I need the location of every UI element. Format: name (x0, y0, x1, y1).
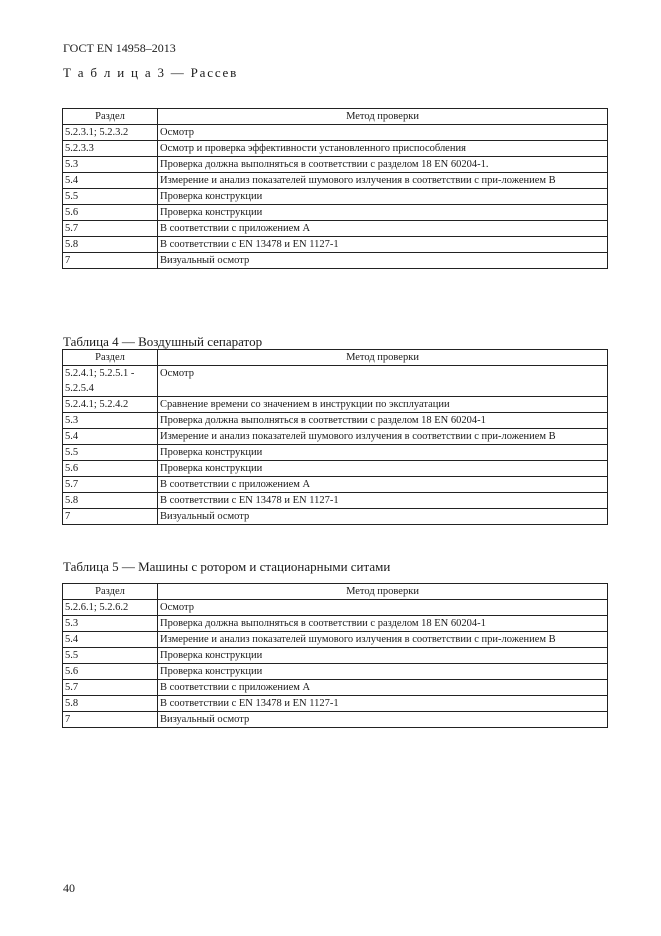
section-cell: 5.4 (63, 429, 158, 445)
method-cell: Визуальный осмотр (158, 509, 608, 525)
method-cell: Проверка конструкции (158, 445, 608, 461)
section-cell: 5.2.3.1; 5.2.3.2 (63, 125, 158, 141)
section-cell: 5.8 (63, 237, 158, 253)
table-row (63, 477, 608, 493)
method-cell: Визуальный осмотр (158, 253, 608, 269)
table-row (63, 157, 608, 173)
section-cell: 5.5 (63, 445, 158, 461)
method-cell: Осмотр и проверка эффективности установленного приспособления (158, 141, 608, 157)
table-row (63, 664, 608, 680)
section-cell: 5.6 (63, 205, 158, 221)
column-header-section: Раздел (63, 350, 158, 366)
table-row (63, 696, 608, 712)
column-header-method: Метод проверки (158, 109, 608, 125)
method-cell: Проверка конструкции (158, 205, 608, 221)
table-row (63, 445, 608, 461)
table-row (63, 205, 608, 221)
page-number: 40 (63, 881, 75, 895)
section-cell: 7 (63, 253, 158, 269)
section-cell: 5.5 (63, 648, 158, 664)
method-cell: Проверка конструкции (158, 461, 608, 477)
section-cell: 5.2.6.1; 5.2.6.2 (63, 600, 158, 616)
table-4 (62, 349, 608, 525)
section-cell: 5.7 (63, 680, 158, 696)
method-cell: В соответствии с приложением А (158, 221, 608, 237)
section-cell: 5.2.3.3 (63, 141, 158, 157)
section-cell: 5.8 (63, 493, 158, 509)
method-cell: Проверка должна выполняться в соответствии с разделом 18 EN 60204-1 (158, 616, 608, 632)
method-cell: Измерение и анализ показателей шумового излучения в соответствии с при-ложением В (158, 429, 608, 445)
table-row (63, 461, 608, 477)
table-row (63, 237, 608, 253)
table-row (63, 429, 608, 445)
section-cell: 5.2.4.1; 5.2.4.2 (63, 397, 158, 413)
method-cell: Проверка должна выполняться в соответствии с разделом 18 EN 60204-1. (158, 157, 608, 173)
section-cell: 5.6 (63, 461, 158, 477)
table-row (63, 616, 608, 632)
table-3-caption: Т а б л и ц а 3 — Рассев (63, 65, 239, 80)
table-3 (62, 108, 608, 269)
section-cell: 5.4 (63, 632, 158, 648)
section-cell: 5.3 (63, 413, 158, 429)
method-cell: В соответствии с приложением А (158, 477, 608, 493)
method-cell: Визуальный осмотр (158, 712, 608, 728)
method-cell: Измерение и анализ показателей шумового излучения в соответствии с при-ложением В (158, 632, 608, 648)
table-row (63, 493, 608, 509)
section-cell: 5.5 (63, 189, 158, 205)
table-row (63, 189, 608, 205)
method-cell: Осмотр (158, 366, 608, 397)
method-cell: В соответствии с EN 13478 и EN 1127-1 (158, 696, 608, 712)
method-cell: Осмотр (158, 125, 608, 141)
table-row (63, 397, 608, 413)
method-cell: В соответствии с приложением А (158, 680, 608, 696)
table-row (63, 141, 608, 157)
table-header-row (63, 109, 608, 125)
table-row (63, 632, 608, 648)
table-row (63, 173, 608, 189)
method-cell: В соответствии с EN 13478 и EN 1127-1 (158, 237, 608, 253)
table-5-caption: Таблица 5 — Машины с ротором и стационарными ситами (63, 559, 391, 574)
method-cell: Осмотр (158, 600, 608, 616)
table-row (63, 366, 608, 397)
section-cell: 5.7 (63, 477, 158, 493)
column-header-method: Метод проверки (158, 584, 608, 600)
document-code: ГОСТ EN 14958–2013 (63, 41, 176, 55)
table-row (63, 712, 608, 728)
method-cell: В соответствии с EN 13478 и EN 1127-1 (158, 493, 608, 509)
section-cell: 5.4 (63, 173, 158, 189)
section-cell: 5.7 (63, 221, 158, 237)
section-cell: 5.8 (63, 696, 158, 712)
column-header-section: Раздел (63, 109, 158, 125)
section-cell: 5.6 (63, 664, 158, 680)
method-cell: Проверка конструкции (158, 664, 608, 680)
table-header-row (63, 584, 608, 600)
method-cell: Сравнение времени со значением в инструкции по эксплуатации (158, 397, 608, 413)
table-row (63, 253, 608, 269)
table-4-caption: Таблица 4 — Воздушный сепаратор (63, 334, 263, 349)
method-cell: Проверка конструкции (158, 189, 608, 205)
method-cell: Измерение и анализ показателей шумового излучения в соответствии с при-ложением В (158, 173, 608, 189)
table-5 (62, 583, 608, 728)
section-cell: 7 (63, 712, 158, 728)
column-header-method: Метод проверки (158, 350, 608, 366)
column-header-section: Раздел (63, 584, 158, 600)
table-row (63, 680, 608, 696)
table-row (63, 221, 608, 237)
table-header-row (63, 350, 608, 366)
section-cell: 5.3 (63, 616, 158, 632)
section-cell: 5.2.4.1; 5.2.5.1 - 5.2.5.4 (63, 366, 158, 397)
section-cell: 7 (63, 509, 158, 525)
table-row (63, 600, 608, 616)
table-row (63, 648, 608, 664)
method-cell: Проверка должна выполняться в соответствии с разделом 18 EN 60204-1 (158, 413, 608, 429)
table-row (63, 125, 608, 141)
table-row (63, 509, 608, 525)
section-cell: 5.3 (63, 157, 158, 173)
table-row (63, 413, 608, 429)
method-cell: Проверка конструкции (158, 648, 608, 664)
